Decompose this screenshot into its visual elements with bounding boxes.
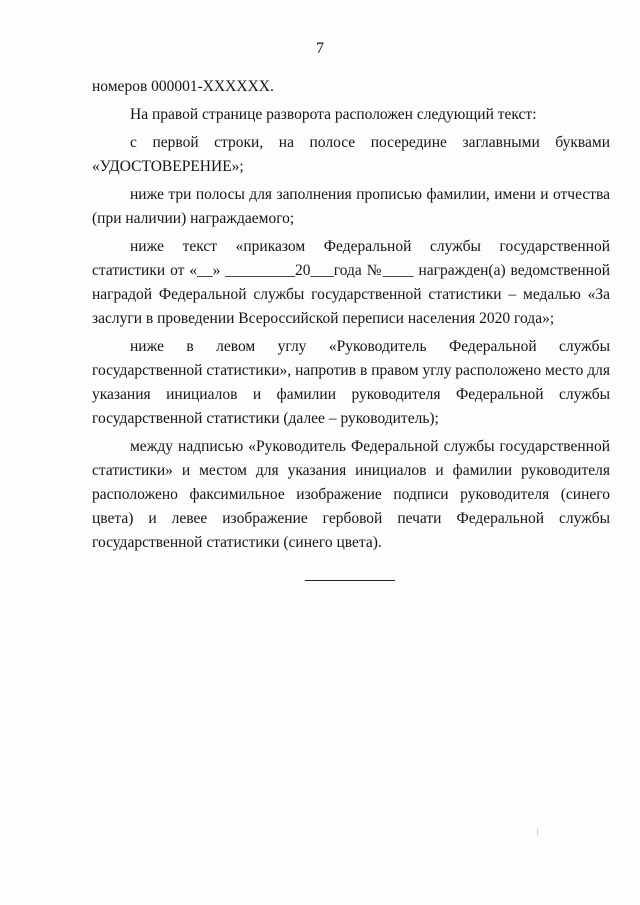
paragraph-continuation: номеров 000001-XXXXXX. [92,78,274,95]
page-number: 7 [316,40,324,57]
paragraph-intro: На правой странице разворота расположен следующий текст: [130,106,537,123]
scan-artifact-line [537,828,538,836]
end-divider [305,580,395,581]
document-body [92,75,610,559]
paragraph-order-text: ниже текст «приказом Федеральной службы государственной статистики от «__» _________20___года №____ награжден(а) ведомственной наградой Федеральной службы государственной статистики – медалью «За заслуги в проведении Всероссийской переписи населения 2020 года»; [92,238,610,327]
paragraph-name-lines: ниже три полосы для заполнения прописью фамилии, имени и отчества (при наличии) награждаемого; [92,186,610,227]
paragraph-title-line: с первой строки, на полосе посередине заглавными буквами «УДОСТОВЕРЕНИЕ»; [92,134,610,175]
paragraph-signatory: ниже в левом углу «Руководитель Федеральной службы государственной статистики», напротив в правом углу расположено место для указания инициалов и фамилии руководителя Федеральной службы государственной статистики (далее – руководитель); [92,338,610,427]
paragraph-facsimile: между надписью «Руководитель Федеральной службы государственной статистики» и местом для указания инициалов и фамилии руководителя расположено факсимильное изображение подписи руководителя (синего цвета) и левее изображение гербовой печати Федеральной службы государственной статистики (синего цвета). [92,438,610,551]
